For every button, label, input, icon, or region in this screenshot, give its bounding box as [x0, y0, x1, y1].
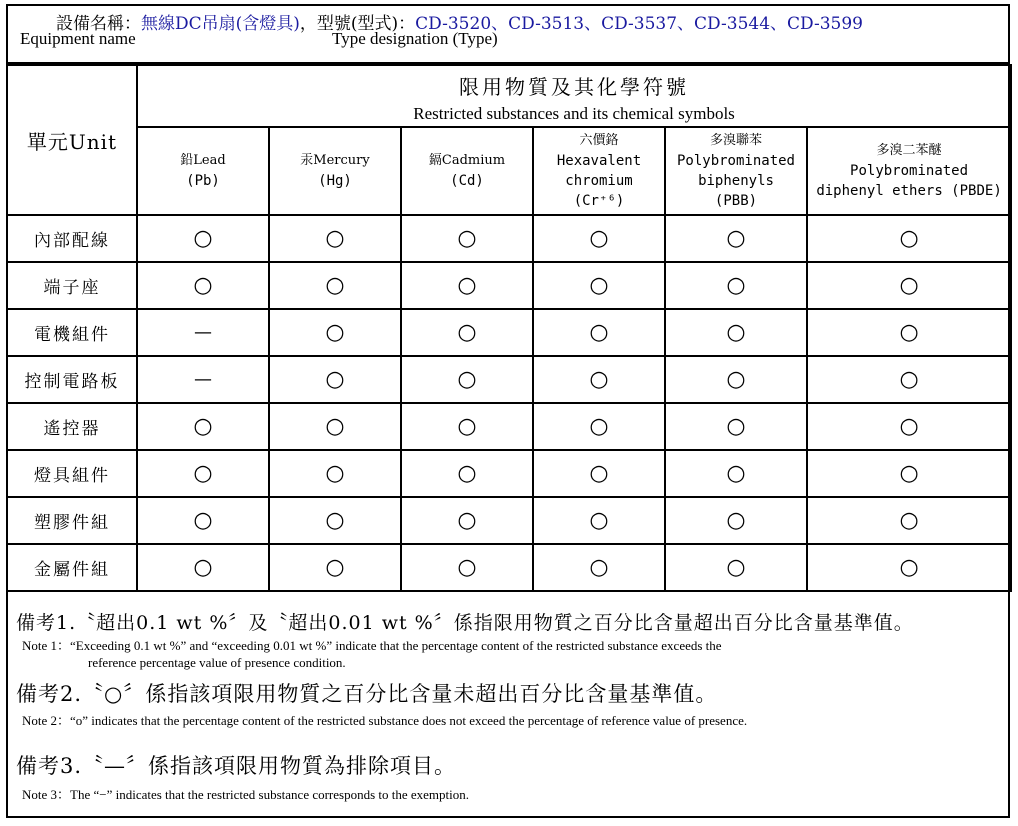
substance-mark-cell	[665, 356, 807, 403]
substance-en2: chromium	[565, 173, 633, 189]
substance-mark-cell	[807, 309, 1011, 356]
circle-mark: ○	[726, 225, 746, 251]
circle-mark: ○	[193, 507, 213, 533]
substance-mark-cell	[137, 450, 269, 497]
circle-mark: ○	[589, 272, 609, 298]
substance-sym: (PBB)	[714, 193, 758, 209]
substance-sym: (Cr⁺⁶)	[573, 193, 625, 209]
note-3-zh: 備考3.〝—〞係指該項限用物質為排除項目。	[16, 754, 457, 778]
substance-mark-cell	[401, 403, 533, 450]
circle-mark: ○	[899, 225, 919, 251]
dash-mark: —	[194, 322, 212, 343]
table-row	[7, 497, 1011, 544]
circle-mark: ○	[726, 460, 746, 486]
substance-mark-cell	[269, 544, 401, 591]
note-3-en: Note 3：The “−” indicates that the restricted substance corresponds to the exemption.	[22, 787, 470, 802]
circle-mark: ○	[457, 225, 477, 251]
substance-en2: diphenyl ethers (PBDE)	[816, 183, 1002, 199]
substance-mark-cell	[401, 497, 533, 544]
circle-mark: ○	[457, 272, 477, 298]
circle-mark: ○	[193, 554, 213, 580]
substance-zh: 鉛Lead	[180, 153, 226, 168]
note-1-zh: 備考1.〝超出0.1 wt %〞及〝超出0.01 wt %〞係指限用物質之百分比含量超出百分比含量基準值。	[16, 612, 914, 634]
substance-mark-cell	[807, 356, 1011, 403]
restricted-header-zh: 限用物質及其化學符號	[459, 74, 690, 99]
circle-mark: ○	[589, 319, 609, 345]
substance-header-row	[7, 127, 1011, 215]
circle-mark: ○	[589, 460, 609, 486]
substance-mark-cell	[401, 450, 533, 497]
unit-name: 金屬件組	[7, 544, 137, 591]
note-2-zh: 備考2.〝○〞係指該項限用物質之百分比含量未超出百分比含量基準值。	[16, 682, 718, 706]
circle-mark: ○	[325, 319, 345, 345]
unit-name: 遙控器	[7, 403, 137, 450]
unit-name: 燈具組件	[7, 450, 137, 497]
note-1-en: Note 1：“Exceeding 0.1 wt %” and “exceeding 0.01 wt %” indicate that the percentage content of the restricted substance exceeds the	[22, 638, 722, 653]
substance-mark-cell	[269, 262, 401, 309]
substance-mark-cell	[137, 356, 269, 403]
substance-mark-cell	[665, 544, 807, 591]
circle-mark: ○	[325, 460, 345, 486]
substance-mark-cell	[665, 262, 807, 309]
substance-sym: (Cd)	[450, 173, 484, 189]
substance-zh: 鎘Cadmium	[428, 153, 506, 168]
circle-mark: ○	[457, 319, 477, 345]
unit-name: 電機組件	[7, 309, 137, 356]
substance-header-3	[533, 127, 665, 215]
type-value: CD-3520、CD-3513、CD-3537、CD-3544、CD-3599	[415, 14, 863, 34]
equipment-label-en: Equipment name	[20, 29, 136, 48]
circle-mark: ○	[899, 413, 919, 439]
substance-mark-cell	[137, 403, 269, 450]
table-body	[7, 215, 1011, 591]
circle-mark: ○	[899, 319, 919, 345]
equipment-value: 無線DC吊扇(含燈具)	[141, 14, 300, 34]
note-2-en: Note 2：“o” indicates that the percentage content of the restricted substance does not exceed the percentage of reference value of presence.	[22, 713, 748, 728]
substance-mark-cell	[269, 450, 401, 497]
unit-name: 端子座	[7, 262, 137, 309]
substance-mark-cell	[533, 497, 665, 544]
substance-mark-cell	[807, 497, 1011, 544]
substance-mark-cell	[807, 262, 1011, 309]
substance-mark-cell	[533, 356, 665, 403]
substance-header-4	[665, 127, 807, 215]
substance-mark-cell	[137, 262, 269, 309]
substance-mark-cell	[269, 215, 401, 262]
substance-mark-cell	[401, 356, 533, 403]
substance-header-0	[137, 127, 269, 215]
substance-mark-cell	[665, 403, 807, 450]
substance-mark-cell	[665, 215, 807, 262]
equipment-header	[6, 4, 1010, 64]
substance-mark-cell	[269, 356, 401, 403]
circle-mark: ○	[457, 507, 477, 533]
substance-mark-cell	[269, 497, 401, 544]
circle-mark: ○	[325, 225, 345, 251]
table-row	[7, 450, 1011, 497]
substance-header-5	[807, 127, 1011, 215]
circle-mark: ○	[726, 554, 746, 580]
circle-mark: ○	[899, 460, 919, 486]
circle-mark: ○	[589, 507, 609, 533]
circle-mark: ○	[325, 366, 345, 392]
circle-mark: ○	[589, 554, 609, 580]
substance-zh: 多溴聯苯	[709, 133, 762, 148]
substance-en1: Hexavalent	[556, 153, 642, 169]
circle-mark: ○	[726, 272, 746, 298]
substance-mark-cell	[137, 497, 269, 544]
substance-mark-cell	[807, 450, 1011, 497]
substance-mark-cell	[269, 403, 401, 450]
substance-mark-cell	[533, 450, 665, 497]
substance-mark-cell	[533, 309, 665, 356]
substance-mark-cell	[533, 215, 665, 262]
unit-name: 內部配線	[7, 215, 137, 262]
circle-mark: ○	[726, 413, 746, 439]
circle-mark: ○	[899, 507, 919, 533]
table-row	[7, 215, 1011, 262]
circle-mark: ○	[325, 272, 345, 298]
table-row	[7, 262, 1011, 309]
circle-mark: ○	[193, 272, 213, 298]
circle-mark: ○	[899, 272, 919, 298]
substance-mark-cell	[533, 544, 665, 591]
substance-en1: Polybrominated	[850, 163, 969, 179]
circle-mark: ○	[589, 413, 609, 439]
substance-header-1	[269, 127, 401, 215]
substance-mark-cell	[137, 544, 269, 591]
circle-mark: ○	[457, 366, 477, 392]
substance-mark-cell	[665, 497, 807, 544]
note-1-en-cont: reference percentage value of presence condition.	[88, 655, 346, 670]
table-row	[7, 544, 1011, 591]
substance-mark-cell	[401, 544, 533, 591]
substance-zh: 汞Mercury	[300, 153, 370, 168]
type-label-en: Type designation (Type)	[332, 29, 498, 48]
substance-mark-cell	[401, 309, 533, 356]
circle-mark: ○	[325, 413, 345, 439]
substance-mark-cell	[269, 309, 401, 356]
unit-name: 控制電路板	[7, 356, 137, 403]
substance-mark-cell	[665, 450, 807, 497]
circle-mark: ○	[899, 366, 919, 392]
substance-mark-cell	[401, 262, 533, 309]
circle-mark: ○	[726, 366, 746, 392]
substance-en1: Polybrominated	[676, 153, 795, 169]
unit-name: 塑膠件組	[7, 497, 137, 544]
substance-mark-cell	[137, 215, 269, 262]
substance-mark-cell	[533, 403, 665, 450]
circle-mark: ○	[193, 460, 213, 486]
circle-mark: ○	[899, 554, 919, 580]
substance-mark-cell	[401, 215, 533, 262]
substance-zh: 六價鉻	[579, 133, 619, 148]
circle-mark: ○	[193, 225, 213, 251]
type-label-zh: ，型號(型式)：	[299, 14, 416, 34]
unit-column-header: 單元Unit	[7, 65, 137, 215]
table-row	[7, 403, 1011, 450]
table-row	[7, 309, 1011, 356]
substance-header-2	[401, 127, 533, 215]
circle-mark: ○	[726, 507, 746, 533]
restricted-substances-header	[137, 65, 1011, 127]
dash-mark: —	[194, 369, 212, 390]
substance-mark-cell	[807, 544, 1011, 591]
circle-mark: ○	[726, 319, 746, 345]
substance-zh: 多溴二苯醚	[876, 143, 942, 158]
circle-mark: ○	[193, 413, 213, 439]
equipment-label-zh: 設備名稱：	[56, 14, 141, 34]
substance-mark-cell	[665, 309, 807, 356]
circle-mark: ○	[457, 460, 477, 486]
circle-mark: ○	[325, 507, 345, 533]
substance-mark-cell	[137, 309, 269, 356]
circle-mark: ○	[589, 366, 609, 392]
circle-mark: ○	[457, 554, 477, 580]
substance-sym: (Pb)	[186, 173, 220, 189]
substance-mark-cell	[807, 403, 1011, 450]
table-row	[7, 356, 1011, 403]
restricted-header-en: Restricted substances and its chemical symbols	[413, 103, 735, 123]
substance-sym: (Hg)	[318, 173, 352, 189]
circle-mark: ○	[457, 413, 477, 439]
circle-mark: ○	[589, 225, 609, 251]
substance-mark-cell	[533, 262, 665, 309]
restricted-substances-table	[6, 64, 1012, 592]
substance-en2: biphenyls	[698, 173, 774, 189]
substance-mark-cell	[807, 215, 1011, 262]
circle-mark: ○	[325, 554, 345, 580]
